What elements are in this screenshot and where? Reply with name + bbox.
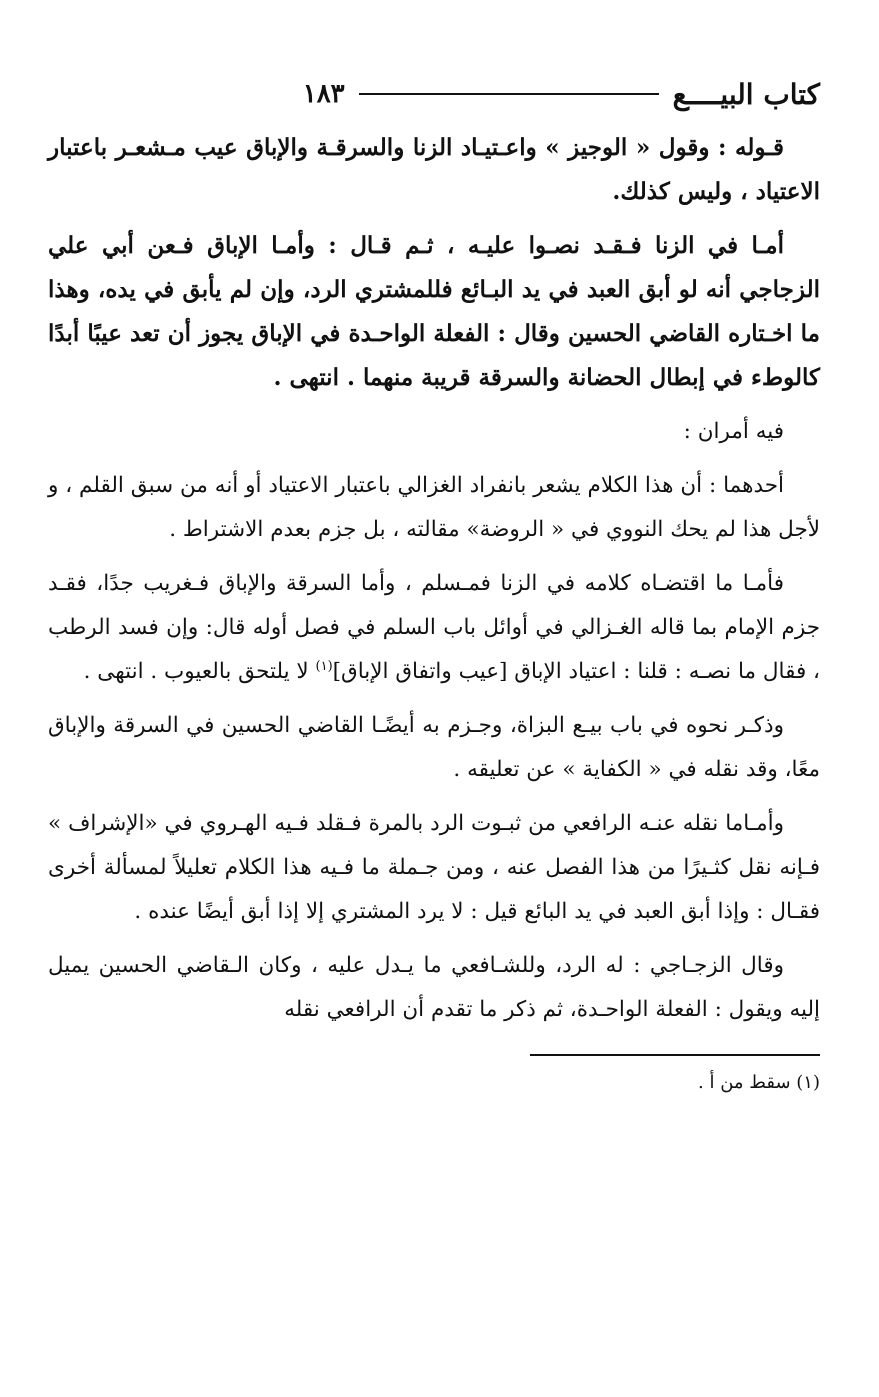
page-header: [48, 70, 820, 118]
paragraph-1: قـوله : وقول « الوجيز » واعـتيـاد الزنا والسرقـة والإباق عيب مـشعـر باعتبار الاعتياد ، وليس كذلك.: [48, 134, 820, 205]
paragraph-3: فيه أمران :: [683, 419, 784, 444]
footnote-reference: (١): [315, 658, 333, 674]
paragraph-4: أحدهما : أن هذا الكلام يشعر بانفراد الغزالي باعتبار الاعتياد أو أنه من سبق القلم ، و لأجل هذا لم يحك النووي في « الروضة» مقالته ، بل جزم بعدم الاشتراط .: [48, 473, 820, 542]
paragraph-5: [48, 562, 820, 694]
footnote: (١) سقط من أ .: [698, 1072, 820, 1093]
page-number: ١٨٣: [302, 79, 345, 109]
footnote-separator: [530, 1054, 820, 1056]
paragraph-6: وذكـر نحوه في باب بيـع البزاة، وجـزم به أيضًـا القاضي الحسين في السرقة والإباق معًا، وقد نقله في « الكفاية » عن تعليقه .: [48, 713, 820, 782]
header-rule: [359, 93, 659, 95]
paragraph-5-tail: لا يلتحق بالعيوب . انتهى .: [83, 659, 316, 684]
running-title: كتاب البيــــع: [672, 77, 820, 111]
paragraph-2: أمـا في الزنا فـقـد نصـوا عليـه ، ثـم قـال : وأمـا الإباق فـعن أبي علي الزجاجي أنه لو أبق العبد في يد البـائع فللمشتري الرد، وإن لم يأبق في يده، وهذا ما اخـتاره القاضي الحسين وقال : الفعلة الواحـدة في الإباق يجوز أن تعد عيبًا أبدًا كالوطء في إبطال الحضانة والسرقة قريبة منهما . انتهى .: [48, 232, 820, 391]
paragraph-8: وقال الزجـاجي : له الرد، وللشـافعي ما يـدل عليه ، وكان الـقاضي الحسين يميل إليه ويقول : الفعلة الواحـدة، ثم ذكر ما تقدم أن الرافعي نقله: [48, 953, 820, 1022]
document-page: [48, 70, 820, 1098]
paragraph-7: وأمـاما نقله عنـه الرافعي من ثبـوت الرد بالمرة فـقلد فـيه الهـروي في «الإشراف » فـإنه نقل كثـيرًا من هذا الفصل عنه ، ومن جـملة ما فـيه هذا الكلام تعليلاً لمسألة أخرى فقـال : وإذا أبق العبد في يد البائع قيل : لا يرد المشتري إلا إذا أبق أيضًا عنده .: [48, 811, 820, 924]
paragraph-5-text: فأمـا ما اقتضـاه كلامه في الزنا فمـسلم ، وأما السرقة والإباق فـغريب جدًا، فقـد جزم الإمام بما قاله الغـزالي في أوائل باب السلم في فصل أوله قال: وإن فسد الرطب ، فقال ما نصـه : قلنا : اعتياد الإباق [عيب واتفاق الإباق]: [48, 571, 820, 684]
